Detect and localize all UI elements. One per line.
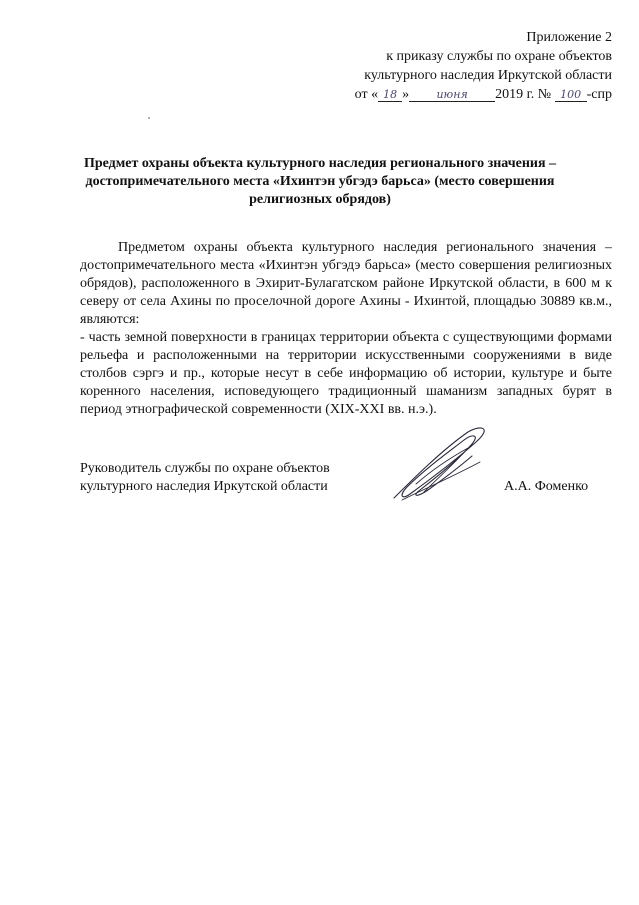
annex-line-2: к приказу службы по охране объектов [386, 49, 612, 64]
scan-speck [148, 117, 150, 119]
annex-header [355, 28, 612, 104]
signatory-title-line-2: культурного наследия Иркутской области [80, 479, 328, 494]
signatory-title [80, 460, 330, 496]
handwritten-day: 18 [378, 88, 402, 102]
title-line-3: религиозных обрядов) [249, 192, 391, 207]
signatory-title-line-1: Руководитель службы по охране объектов [80, 461, 330, 476]
title-line-1: Предмет охраны объекта культурного наследия регионального значения – [83, 156, 557, 171]
annex-date-line [355, 85, 612, 104]
body-paragraph-2: - часть земной поверхности в границах территории объекта с существующими формами рельефа и расположенными на территории искусственными сооружениями в виде столбов сэргэ и пр., которые несут в себе информацию об истории, культуре и быте коренного населения, исповедующего традиционный шаманизм западных бурят в период этнографической современности (XIX-XXI вв. н.э.). [80, 330, 612, 417]
document-title [70, 155, 570, 209]
signatory-name: А.А. Фоменко [504, 479, 589, 494]
title-line-2: достопримечательного места «Ихинтэн убгэдэ барьса» (место совершения [85, 174, 555, 189]
date-prefix: от « [354, 87, 379, 102]
body-paragraph-1: Предметом охраны объекта культурного наследия регионального значения – достопримечательного места «Ихинтэн убгэдэ барьса» (место совершения религиозных обрядов), расположенного в Эхирит-Булагатском районе Иркутской области, в 600 м к северу от села Ахины по проселочной дороге Ахины - Ихинтой, площадью 30889 кв.м., являются: [80, 240, 612, 327]
annex-line-3: культурного наследия Иркутской области [364, 68, 612, 83]
doc-suffix: -спр [586, 87, 612, 102]
date-mid: » [402, 87, 410, 102]
document-body [80, 239, 612, 419]
handwritten-month: июня [409, 88, 495, 102]
annex-line-1: Приложение 2 [526, 30, 612, 45]
date-year: 2019 г. № [495, 87, 552, 102]
handwritten-doc-number: 100 [555, 88, 587, 102]
handwritten-signature [372, 420, 512, 510]
